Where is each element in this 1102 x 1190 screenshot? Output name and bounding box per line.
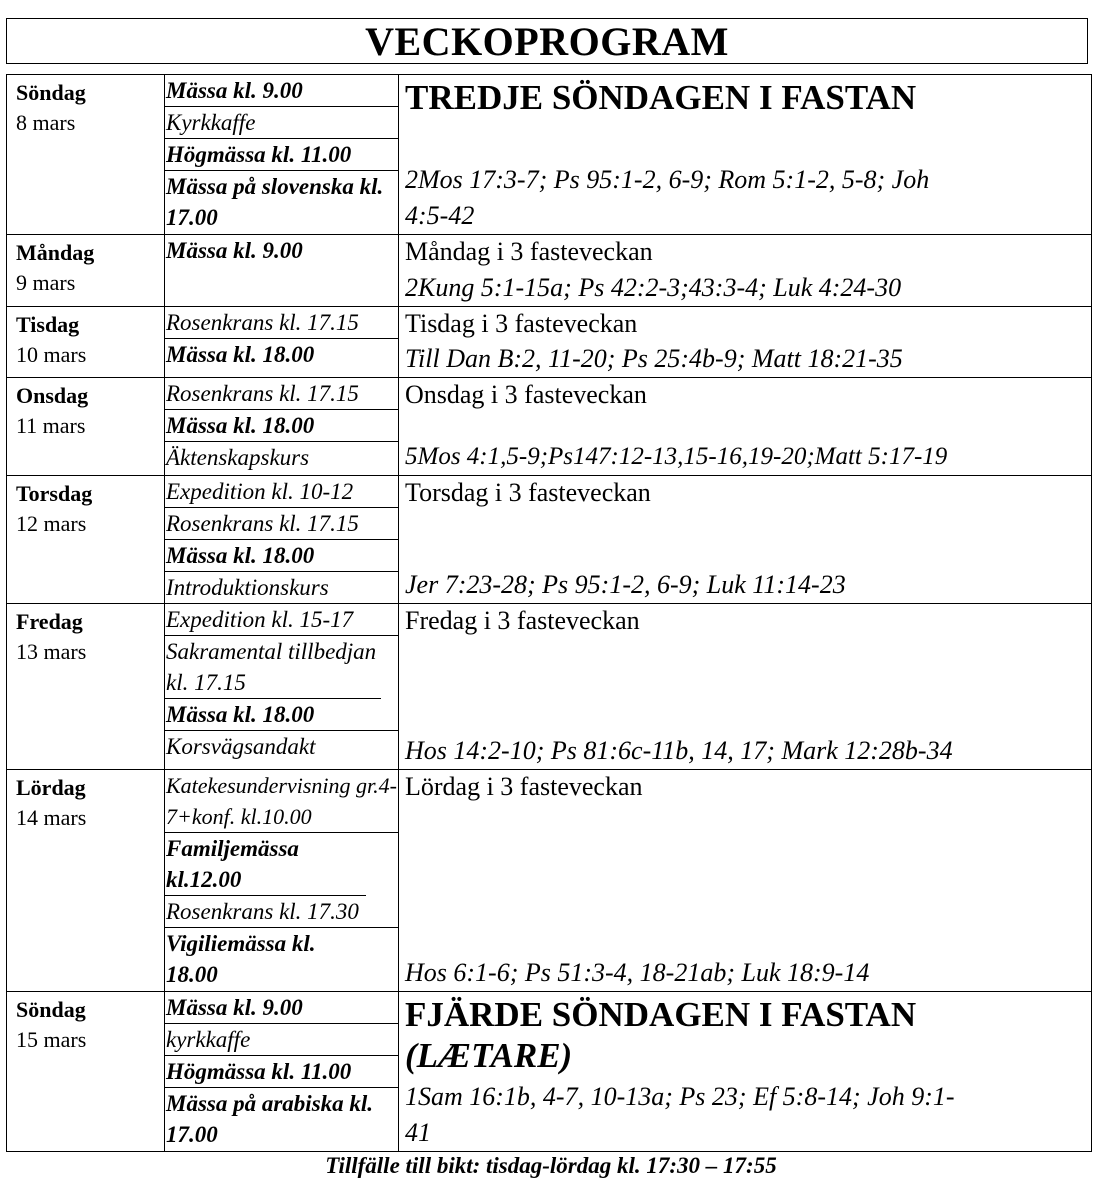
activity-item: Mässa på slovenska kl. 17.00	[166, 174, 384, 230]
readings-cell	[399, 604, 1092, 770]
reading-references: Hos 6:1-6; Ps 51:3-4, 18-21ab; Luk 18:9-14	[405, 958, 870, 987]
activities-cell	[165, 235, 399, 307]
activity-item: Mässa kl. 18.00	[166, 342, 315, 367]
readings-cell	[399, 75, 1092, 235]
day-cell	[7, 476, 165, 604]
day-date: 8 mars	[16, 110, 76, 135]
activity-item: Korsvägsandakt	[166, 734, 316, 759]
day-date: 12 mars	[16, 511, 87, 536]
day-row	[7, 992, 1092, 1152]
page-title: VECKOPROGRAM	[365, 19, 729, 64]
readings-cell	[399, 235, 1092, 307]
day-name: Tisdag	[16, 312, 80, 337]
day-name: Fredag	[16, 609, 83, 634]
reading-title: Torsdag i 3 fasteveckan	[405, 478, 651, 507]
day-name: Söndag	[16, 80, 86, 105]
activity-item: Rosenkrans kl. 17.30	[165, 896, 398, 928]
reading-references: 5Mos 4:1,5-9;Ps147:12-13,15-16,19-20;Matt 5:17-19	[405, 443, 948, 470]
activity-item: Expedition kl. 15-17	[165, 604, 398, 636]
day-date: 11 mars	[16, 413, 86, 438]
day-date: 10 mars	[16, 342, 87, 367]
readings-cell	[399, 378, 1092, 476]
reading-title: FJÄRDE SÖNDAGEN I FASTAN	[405, 995, 917, 1034]
activity-item: Rosenkrans kl. 17.15	[165, 307, 398, 339]
activity-item: Katekesundervisning gr.4-7+konf. kl.10.00	[165, 770, 398, 833]
activity-item: Vigiliemässa kl. 18.00	[166, 931, 316, 987]
day-cell	[7, 992, 165, 1152]
reading-title: Lördag i 3 fasteveckan	[405, 772, 643, 801]
day-row	[7, 378, 1092, 476]
activity-item: Kyrkkaffe	[165, 107, 398, 139]
reading-title: TREDJE SÖNDAGEN I FASTAN	[405, 78, 917, 117]
activity-item: Högmässa kl. 11.00	[165, 139, 398, 171]
day-row	[7, 604, 1092, 770]
reading-references: Jer 7:23-28; Ps 95:1-2, 6-9; Luk 11:14-23	[405, 570, 846, 599]
confession-footer: Tillfälle till bikt: tisdag-lördag kl. 17:30 – 17:55	[325, 1153, 777, 1178]
activities-cell	[165, 604, 399, 770]
day-cell	[7, 770, 165, 992]
activity-item: Mässa kl. 18.00	[165, 410, 398, 442]
day-cell	[7, 307, 165, 378]
activity-item: Högmässa kl. 11.00	[165, 1056, 398, 1088]
day-row	[7, 476, 1092, 604]
activities-cell	[165, 307, 399, 378]
reading-references: 1Sam 16:1b, 4-7, 10-13a; Ps 23; Ef 5:8-14; Joh 9:1-41	[405, 1082, 955, 1147]
day-date: 15 mars	[16, 1027, 87, 1052]
reading-title: Onsdag i 3 fasteveckan	[405, 380, 647, 409]
activity-item: Mässa kl. 9.00	[166, 238, 303, 263]
day-cell	[7, 378, 165, 476]
activity-item: Introduktionskurs	[166, 575, 329, 600]
day-row	[7, 770, 1092, 992]
day-date: 14 mars	[16, 805, 87, 830]
activity-item: Mässa kl. 9.00	[165, 992, 398, 1024]
activity-item: Rosenkrans kl. 17.15	[165, 378, 398, 410]
day-name: Lördag	[16, 775, 86, 800]
activity-item: Sakramental tillbedjan kl. 17.15	[165, 636, 381, 699]
schedule-table	[6, 74, 1092, 1152]
day-row	[7, 75, 1092, 235]
title-box	[6, 18, 1088, 64]
day-row	[7, 235, 1092, 307]
readings-cell	[399, 992, 1092, 1152]
activities-cell	[165, 476, 399, 604]
activity-item: Mässa på arabiska kl. 17.00	[166, 1091, 374, 1147]
activity-item: Familjemässa kl.12.00	[165, 833, 366, 896]
activity-item: Mässa kl. 9.00	[165, 75, 398, 107]
activities-cell	[165, 378, 399, 476]
day-cell	[7, 604, 165, 770]
reading-references: 2Kung 5:1-15a; Ps 42:2-3;43:3-4; Luk 4:24-30	[405, 273, 902, 302]
day-name: Onsdag	[16, 383, 89, 408]
day-date: 9 mars	[16, 270, 76, 295]
activities-cell	[165, 75, 399, 235]
reading-references: Hos 14:2-10; Ps 81:6c-11b, 14, 17; Mark 12:28b-34	[405, 736, 953, 765]
readings-cell	[399, 307, 1092, 378]
day-name: Torsdag	[16, 481, 93, 506]
day-row	[7, 307, 1092, 378]
day-date: 13 mars	[16, 639, 87, 664]
activity-item: kyrkkaffe	[165, 1024, 398, 1056]
reading-title: Fredag i 3 fasteveckan	[405, 606, 640, 635]
reading-references: 2Mos 17:3-7; Ps 95:1-2, 6-9; Rom 5:1-2, 5-8; Joh 4:5-42	[405, 165, 930, 230]
activity-item: Äktenskapskurs	[166, 445, 310, 470]
day-cell	[7, 75, 165, 235]
activity-item: Mässa kl. 18.00	[165, 699, 398, 731]
day-name: Måndag	[16, 240, 95, 265]
day-cell	[7, 235, 165, 307]
readings-cell	[399, 476, 1092, 604]
activity-item: Mässa kl. 18.00	[165, 540, 398, 572]
reading-title-line-2: (LÆTARE)	[405, 1036, 573, 1075]
reading-title: Måndag i 3 fasteveckan	[405, 237, 653, 266]
readings-cell	[399, 770, 1092, 992]
reading-references: Till Dan B:2, 11-20; Ps 25:4b-9; Matt 18:21-35	[405, 344, 903, 373]
activity-item: Expedition kl. 10-12	[165, 476, 398, 508]
reading-title: Tisdag i 3 fasteveckan	[405, 309, 638, 338]
activities-cell	[165, 992, 399, 1152]
day-name: Söndag	[16, 997, 86, 1022]
activities-cell	[165, 770, 399, 992]
activity-item: Rosenkrans kl. 17.15	[165, 508, 398, 540]
